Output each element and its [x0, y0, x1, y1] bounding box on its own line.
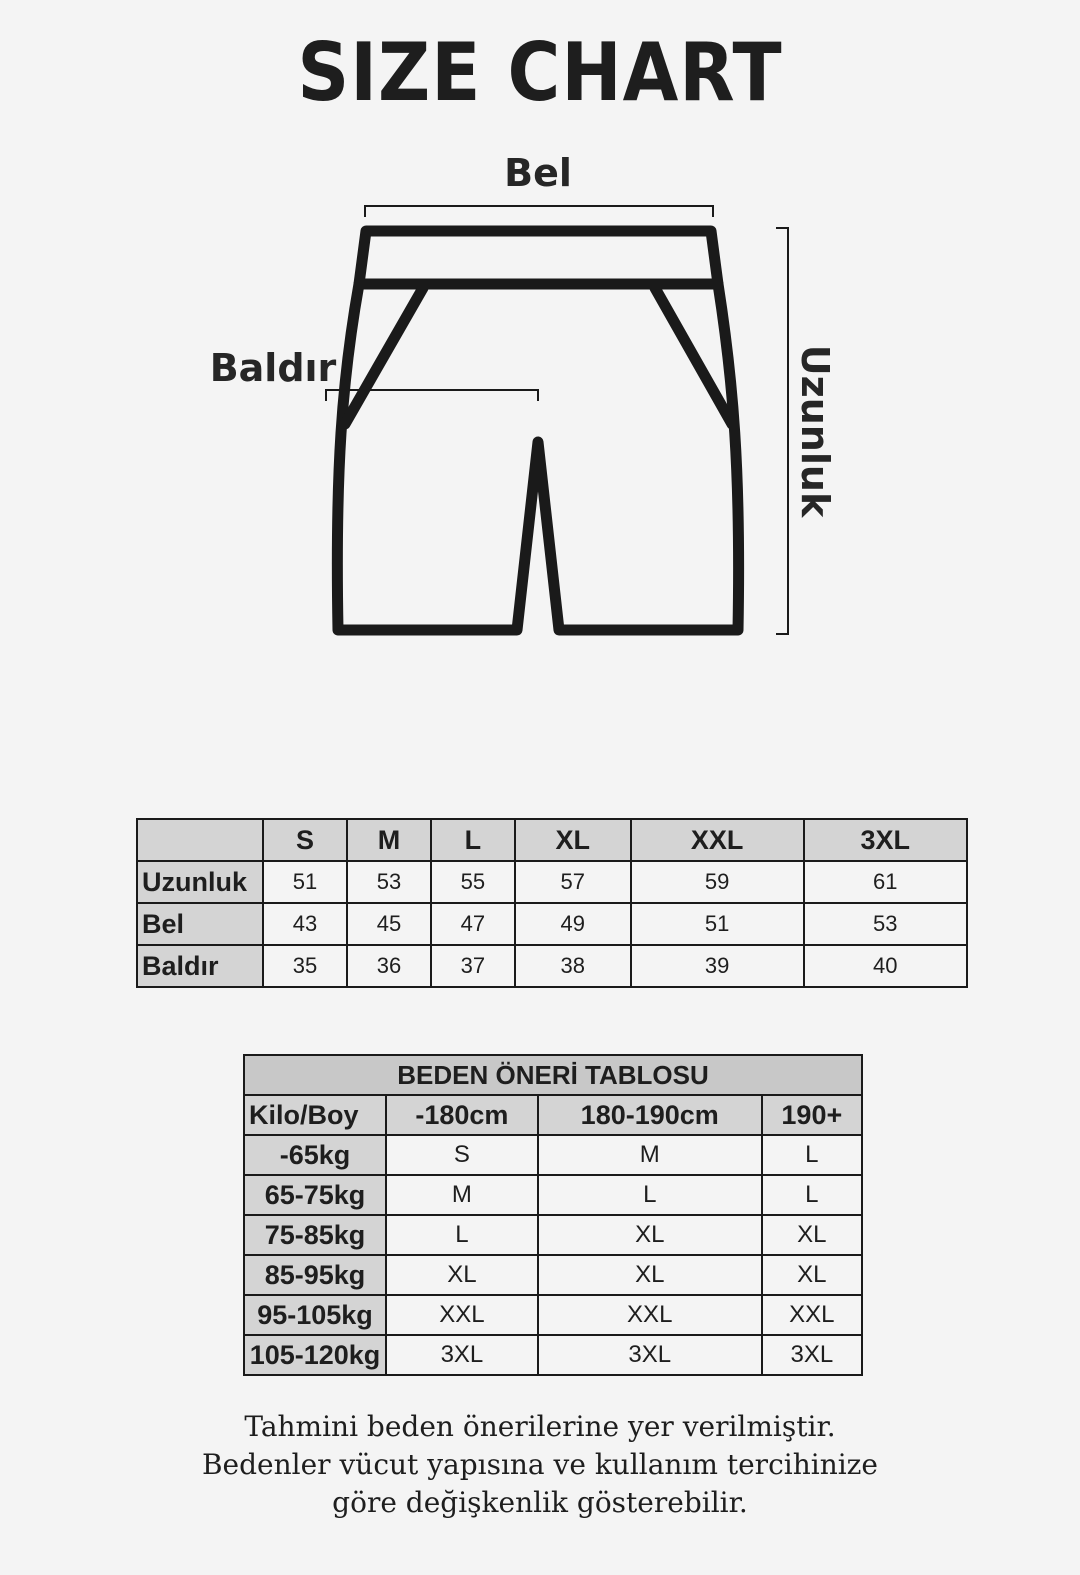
weight-label: 95-105kg	[244, 1295, 386, 1335]
table-cell: L	[762, 1175, 862, 1215]
table-cell: 47	[431, 903, 515, 945]
table-row	[137, 903, 967, 945]
recommendation-caption: BEDEN ÖNERİ TABLOSU	[244, 1055, 862, 1095]
size-header-l: L	[431, 819, 515, 861]
table-cell: 61	[804, 861, 967, 903]
shorts-diagram	[0, 0, 1080, 700]
weight-label: 75-85kg	[244, 1215, 386, 1255]
table-cell: 59	[631, 861, 804, 903]
table-cell: 37	[431, 945, 515, 987]
weight-label: 105-120kg	[244, 1335, 386, 1375]
weight-label: 85-95kg	[244, 1255, 386, 1295]
length-measure-line	[776, 228, 788, 634]
size-header-row	[137, 819, 967, 861]
table-cell: 35	[263, 945, 347, 987]
weight-height-header: Kilo/Boy	[244, 1095, 386, 1135]
table-cell: M	[538, 1135, 762, 1175]
table-cell: 49	[515, 903, 631, 945]
table-cell: 3XL	[762, 1335, 862, 1375]
shorts-outline-icon	[337, 231, 738, 630]
table-cell: S	[386, 1135, 538, 1175]
table-row	[137, 945, 967, 987]
table-cell: 51	[631, 903, 804, 945]
table-row	[244, 1335, 862, 1375]
table-cell: 36	[347, 945, 431, 987]
table-row	[244, 1215, 862, 1255]
weight-label: -65kg	[244, 1135, 386, 1175]
row-label-length: Uzunluk	[137, 861, 263, 903]
table-cell: M	[386, 1175, 538, 1215]
size-header-3xl: 3XL	[804, 819, 967, 861]
table-cell: XXL	[762, 1295, 862, 1335]
page-title: SIZE CHART	[297, 24, 783, 120]
length-label: Uzunluk	[793, 344, 837, 518]
thigh-label: Baldır	[209, 346, 337, 390]
caption-row	[244, 1055, 862, 1095]
height-header-under-180: -180cm	[386, 1095, 538, 1135]
table-cell: L	[538, 1175, 762, 1215]
waist-measure-line	[365, 206, 713, 217]
height-header-190-plus: 190+	[762, 1095, 862, 1135]
table-cell: L	[386, 1215, 538, 1255]
size-measurement-table	[136, 818, 968, 988]
header-corner-cell	[137, 819, 263, 861]
row-label-waist: Bel	[137, 903, 263, 945]
weight-label: 65-75kg	[244, 1175, 386, 1215]
table-row	[137, 861, 967, 903]
table-cell: 57	[515, 861, 631, 903]
table-row	[244, 1135, 862, 1175]
size-header-m: M	[347, 819, 431, 861]
table-cell: 43	[263, 903, 347, 945]
disclaimer-line: Tahmini beden önerilerine yer verilmiştir.	[244, 1410, 836, 1443]
disclaimer-line: Bedenler vücut yapısına ve kullanım tercihinize	[201, 1448, 879, 1481]
table-cell: 51	[263, 861, 347, 903]
table-row	[244, 1255, 862, 1295]
table-cell: 53	[804, 903, 967, 945]
size-header-xl: XL	[515, 819, 631, 861]
table-cell: XL	[538, 1255, 762, 1295]
height-header-180-190: 180-190cm	[538, 1095, 762, 1135]
table-row	[244, 1175, 862, 1215]
size-recommendation-table	[243, 1054, 863, 1376]
table-cell: XXL	[538, 1295, 762, 1335]
recommendation-header-row	[244, 1095, 862, 1135]
table-cell: XL	[538, 1215, 762, 1255]
table-cell: L	[762, 1135, 862, 1175]
table-cell: 3XL	[386, 1335, 538, 1375]
table-cell: XL	[386, 1255, 538, 1295]
table-cell: 45	[347, 903, 431, 945]
row-label-thigh: Baldır	[137, 945, 263, 987]
table-cell: 40	[804, 945, 967, 987]
size-header-s: S	[263, 819, 347, 861]
table-cell: XXL	[386, 1295, 538, 1335]
disclaimer-note	[0, 1408, 1080, 1522]
table-cell: 38	[515, 945, 631, 987]
disclaimer-line: göre değişkenlik gösterebilir.	[332, 1486, 748, 1519]
size-header-xxl: XXL	[631, 819, 804, 861]
table-cell: XL	[762, 1215, 862, 1255]
table-cell: 3XL	[538, 1335, 762, 1375]
table-cell: 53	[347, 861, 431, 903]
table-cell: XL	[762, 1255, 862, 1295]
table-cell: 39	[631, 945, 804, 987]
table-cell: 55	[431, 861, 515, 903]
waist-label: Bel	[504, 151, 572, 195]
table-row	[244, 1295, 862, 1335]
